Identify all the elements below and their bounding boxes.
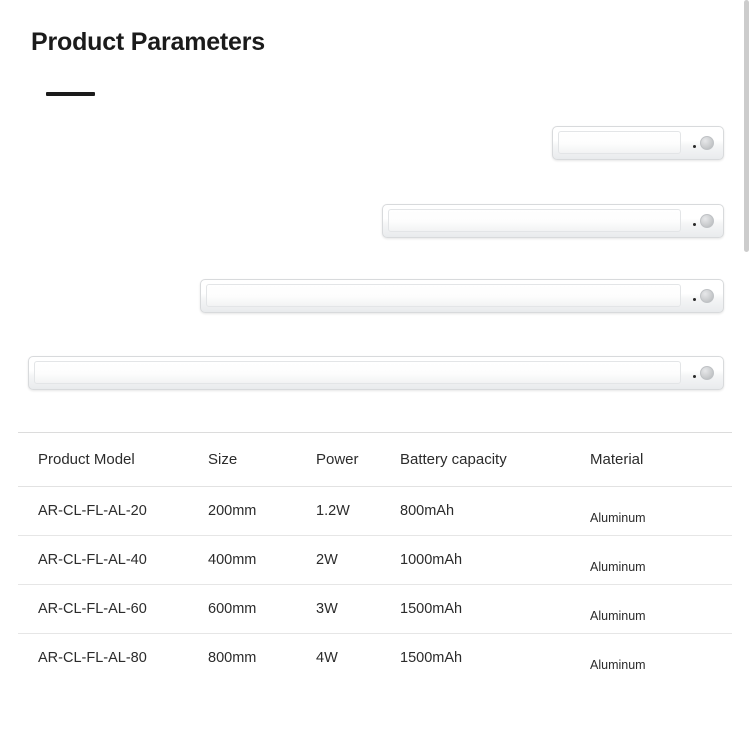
table-row (18, 536, 732, 585)
indicator-dot-icon (693, 223, 696, 226)
page-scrollbar-thumb[interactable] (744, 0, 749, 252)
table-header (18, 433, 732, 487)
cell-battery-capacity: 800mAh (400, 487, 590, 536)
led-bar-body (382, 204, 724, 238)
product-image-led-bar-600mm (200, 279, 724, 313)
cell-size: 400mm (208, 536, 316, 585)
led-bar-sensor-end (683, 357, 723, 389)
cell-material (590, 634, 732, 683)
motion-sensor-icon (700, 136, 714, 150)
page-title: Product Parameters (31, 28, 265, 56)
cell-material (590, 487, 732, 536)
cell-product-model: AR-CL-FL-AL-80 (38, 650, 147, 666)
column-header-size: Size (208, 433, 316, 487)
motion-sensor-icon (700, 289, 714, 303)
motion-sensor-icon (700, 366, 714, 380)
cell-power: 2W (316, 536, 400, 585)
cell-product-model: AR-CL-FL-AL-20 (18, 487, 208, 536)
indicator-dot-icon (693, 375, 696, 378)
parameters-table-wrapper (18, 432, 732, 682)
led-bar-body (28, 356, 724, 390)
table-row (18, 585, 732, 634)
cell-product-model: AR-CL-FL-AL-60 (18, 585, 208, 634)
product-image-led-bar-200mm (552, 126, 724, 160)
led-bar-body (200, 279, 724, 313)
product-image-led-bar-400mm (382, 204, 724, 238)
cell-battery-capacity: 1000mAh (400, 536, 590, 585)
table-body (18, 487, 732, 683)
product-image-led-bar-800mm (28, 356, 724, 390)
cell-material (590, 585, 732, 634)
led-bar-sensor-end (683, 280, 723, 312)
led-bar-sensor-end (683, 127, 723, 159)
cell-material-text: Aluminum (590, 609, 646, 623)
indicator-dot-icon (693, 298, 696, 301)
parameters-table (18, 432, 732, 682)
cell-power: 4W (316, 650, 338, 666)
cell-battery-capacity: 1500mAh (400, 585, 590, 634)
column-header-power: Power (316, 433, 400, 487)
cell-power: 1.2W (316, 487, 400, 536)
cell-size: 600mm (208, 585, 316, 634)
title-underline-rule (46, 92, 95, 96)
cell-size: 200mm (208, 487, 316, 536)
table-row (18, 487, 732, 536)
led-bar-sensor-end (683, 205, 723, 237)
cell-battery-capacity: 1500mAh (400, 650, 463, 666)
column-header-product-model: Product Model (18, 433, 208, 487)
cell-material-text: Aluminum (590, 658, 646, 672)
column-header-battery-capacity: Battery capacity (400, 433, 590, 487)
led-bar-body (552, 126, 724, 160)
table-header-row (18, 433, 732, 487)
cell-material-text: Aluminum (590, 511, 646, 525)
cell-product-model: AR-CL-FL-AL-40 (18, 536, 208, 585)
column-header-material: Material (590, 433, 732, 487)
cell-material (590, 536, 732, 585)
indicator-dot-icon (693, 145, 696, 148)
motion-sensor-icon (700, 214, 714, 228)
product-image-group (0, 118, 750, 408)
cell-material-text: Aluminum (590, 560, 646, 574)
table-row (18, 634, 732, 683)
page-scrollbar[interactable] (744, 0, 749, 750)
cell-power: 3W (316, 585, 400, 634)
cell-size: 800mm (208, 650, 257, 666)
